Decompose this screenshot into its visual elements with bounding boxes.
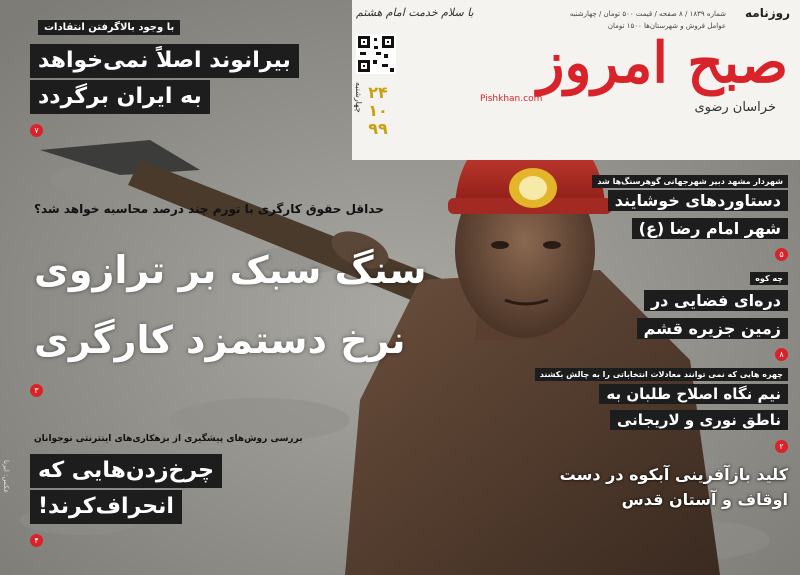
date-day: ۲۴	[368, 83, 388, 102]
website-watermark: Pishkhan.com	[480, 94, 543, 104]
story1-headline-line2: به ایران برگردد	[30, 80, 210, 114]
issue-info: شماره ۱۸۳۹ / ۸ صفحه / قیمت ۵۰۰ تومان / چهارشنبه	[569, 10, 726, 18]
region-label: خراسان رضوی	[694, 100, 776, 115]
newspaper-logo: صبح امروز	[537, 30, 788, 96]
right1-kicker: شهردار مشهد دبیر شهرجهانی گوهرسنگ‌ها شد	[592, 175, 788, 188]
right1-page-number: ۵	[775, 248, 788, 261]
distribution-info: عوامل فروش و شهرستان‌ها ۱۵۰۰ تومان	[607, 22, 726, 30]
right4-headline-line1: کلید بازآفرینی آبکوه در دست	[559, 465, 788, 484]
story3-page-number: ۴	[30, 534, 43, 547]
photo-credit: عکس: ایرنا	[2, 460, 10, 494]
lead-page-number: ۳	[30, 384, 43, 397]
right2-section: چه کوه	[750, 272, 788, 285]
right3-headline-line2: ناطق نوری و لاریجانی	[610, 410, 788, 430]
right4-headline-line2: اوقاف و آستان قدس	[621, 490, 788, 509]
story1-headline-line1: بیرانوند اصلاً نمی‌خواهد	[30, 44, 299, 78]
story3-headline-line2: انحراف‌کرند!	[30, 490, 182, 524]
right1-headline-line2: شهر امام رضا (ع)	[632, 218, 788, 239]
tagline: با سلام خدمت امام هشتم	[356, 6, 474, 19]
right1-headline-line1: دستاوردهای خوشایند	[608, 190, 788, 211]
date-month: ۱۰	[368, 101, 388, 120]
story3-kicker: بررسی روش‌های پیشگیری از بزهکاری‌های اینترنتی نوجوانان	[34, 434, 303, 444]
masthead-type-label: روزنامه	[745, 6, 790, 20]
weekday-label: چهارشنبه	[354, 82, 363, 113]
right3-headline-line1: نیم نگاه اصلاح طلبان به	[599, 384, 788, 404]
right3-page-number: ۲	[775, 440, 788, 453]
lead-headline-line2: نرخ دستمزد کارگری	[34, 318, 406, 362]
lead-headline-line1: سنگ سبک بر ترازوی	[34, 248, 427, 292]
story1-kicker: با وجود بالاگرفتن انتقادات	[38, 20, 180, 35]
story1-page-number: ۷	[30, 124, 43, 137]
lead-kicker: حداقل حقوق کارگری با تورم چند درصد محاسبه خواهد شد؟	[34, 202, 384, 216]
right2-headline-line1: دره‌ای فضایی در	[644, 290, 788, 311]
issue-date	[358, 84, 398, 138]
right2-page-number: ۸	[775, 348, 788, 361]
qr-code-icon	[356, 34, 396, 74]
masthead	[352, 0, 800, 160]
story3-headline-line1: چرخ‌زدن‌هایی که	[30, 454, 222, 488]
right3-kicker: چهره هایی که نمی توانند معادلات انتخاباتی را به چالش بکشند	[535, 368, 788, 381]
date-year: ۹۹	[368, 119, 388, 138]
right2-headline-line2: زمین جزیره قشم	[637, 318, 788, 339]
